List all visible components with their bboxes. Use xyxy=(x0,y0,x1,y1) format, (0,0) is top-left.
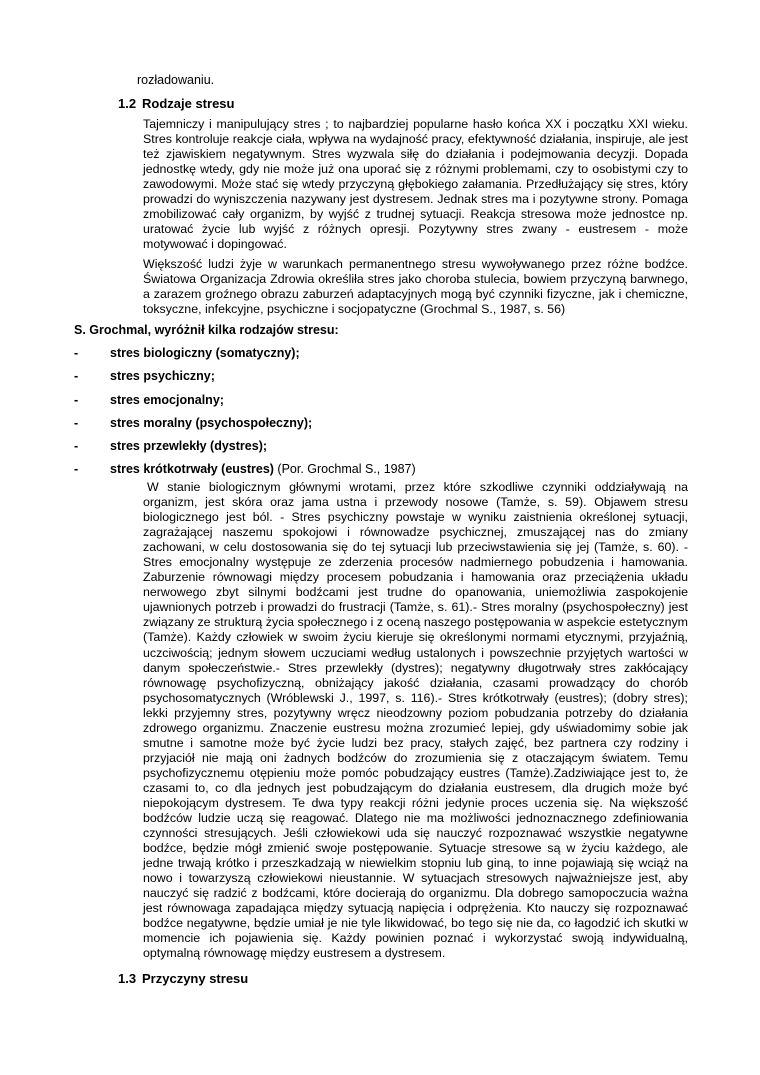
list-dash: - xyxy=(74,439,79,454)
list-dash: - xyxy=(74,392,79,407)
list-item-label: stres przewlekły (dystres); xyxy=(110,439,268,454)
section-heading-1-2 xyxy=(118,96,234,112)
list-dash: - xyxy=(74,346,79,360)
list-dash: - xyxy=(74,415,79,430)
list-item-citation: (Por. Grochmal S., 1987) xyxy=(273,462,416,477)
paragraph-stress-descriptions: W stanie biologicznym głównymi wrotami, przez które szkodliwe czynniki oddziaływają na organizm, jest skóra oraz jama ustna i przewody nosowe (Tamże, s. 59). Objawem stresu biologicznego jest ból. - Stres psychiczny powstaje w wyniku zaistnienia określonej sytuacji, zagrażającej naszemu spokojowi i równowadze psychicznej, zmuszającej nas do zmiany zachowani, w celu dostosowania się do tej sytuacji lub przeciwstawienia się jej (Tamże, s. 60). - Stres emocjonalny występuje ze zderzenia procesów nadmiernego pobudzenia i hamowania. Zaburzenie równowagi między procesem pobudzania i hamowania oraz przeciążenia układu nerwowego zbyt silnymi bodźcami jest trudne do opanowania, uniemożliwia zaspokojenie ujawnionych potrzeb i prowadzi do frustracji (Tamże, s. 61).- Stres moralny (psychospołeczny) jest związany ze strukturą życia społecznego i z oceną naszego postępowania w aspekcie estetycznym (Tamże). Każdy człowiek w swoim życiu kieruje się określonymi normami etycznymi, przyjaźnią, uczciwością; jednym słowem uczuciami według ustalonych i powszechnie przyjętych wartości w danym społeczeństwie.- Stres przewlekły (dystres); negatywny długotrwały stres zakłócający równowagę psychofizyczną, obniżający jakość działania, czasami prowadzący do chorób psychosomatycznych (Wróblewski J., 1997, s. 116).- Stres krótkotrwały (eustres); (dobry stres); lekki przyjemny stres, pozytywny wręcz nieodzowny poziom pobudzania potrzeby do działania zdrowego organizmu. Znaczenie eustresu można zrozumieć lepiej, gdy uświadomimy sobie jak smutne i samotne może być życie ludzi bez pracy, stałych zajęć, bez partnera czy rodziny i przyjaciół nie mają oni żadnych bodźców do zrozumienia się z otaczającym światem. Temu psychofizycznemu otępieniu może pomóc pobudzający eustres (Tamże).Zadziwiające jest to, że czasami to, co dla jednych jest pobudzającym do działania eustresem, dla drugich może być niepokojącym dystresem. Te dwa typy reakcji różni jedynie proces uczenia się. Na większość bodźców ludzie uczą się reagować. Dlatego nie ma możliwości jednoznacznego zdefiniowania czynności stresujących. Jeśli człowiekowi uda się nauczyć rozpoznawać wszystkie negatywne bodźce, będzie mógł zmienić swoje postępowanie. Sytuacje stresowe są w życiu każdego, ale jedne trwają krótko i przeszkadzają w niewielkim stopniu lub giną, to inne pojawiają się wciąż na nowo i towarzyszą człowiekowi nieustannie. W sytuacjach stresowych najważniejsze jest, aby nauczyć się radzić z bodźcami, które docierają do organizmu. Dla dobrego samopoczucia ważna jest równowaga zapadająca między sytuacją napięcia i odprężenia. Kto nauczy się rozpoznawać bodźce negatywne, będzie umiał je nie tyle likwidować, bo tego się nie da, co łagodzić ich skutki w momencie ich pojawienia się. Każdy powinien poznać i wykorzystać swoją indywidualną, optymalną równowagę między eustresem a dystresem. xyxy=(143,480,688,961)
list-item-label: stres biologiczny (somatyczny); xyxy=(110,346,300,360)
list-item-label: stres moralny (psychospołeczny); xyxy=(110,415,313,430)
section-number: 1.3 xyxy=(118,971,137,986)
list-item-label: stres emocjonalny; xyxy=(110,392,224,407)
section-heading-1-3 xyxy=(118,971,248,987)
paragraph-intro: Tajemniczy i manipulujący stres ; to najbardziej popularne hasło końca XX i początku XXI wieku. Stres kontroluje reakcje ciała, wpływa na wydajność pracy, efektywność działania, inspiruje, ale jest też zjawiskiem negatywnym. Stres wyzwala siłę do działania i podejmowania decyzji. Dopada jednostkę wtedy, gdy nie może już ona uporać się z różnymi problemami, czy to osobistymi czy to zawodowymi. Może stać się wtedy przyczyną głębokiego załamania. Przedłużający się stres, który prowadzi do wyniszczenia nazywany jest dystresem. Jednak stres ma i pozytywne strony. Pomaga zmobilizować cały organizm, by wyjść z trudnej sytuacji. Reakcja stresowa może jednostce np. uratować życie lub wyjść z różnych opresji. Pozytywny stres zwany - eustresem - może motywować i dopingować. xyxy=(143,117,688,252)
section-title: Rodzaje stresu xyxy=(142,96,235,111)
list-intro: S. Grochmal, wyróżnił kilka rodzajów stresu: xyxy=(74,323,339,337)
paragraph-who: Większość ludzi żyje w warunkach permanentnego stresu wywoływanego przez różne bodźce. Światowa Organizacja Zdrowia określiła stres jako choroba stulecia, bowiem przyczyną barwnego, a zarazem groźnego obrazu zaburzeń adaptacyjnych mogą być czynniki fizyczne, jak i chemiczne, toksyczne, infekcyjne, psychiczne i socjopatyczne (Grochmal S., 1987, s. 56) xyxy=(143,257,688,317)
carry-over-text: rozładowaniu. xyxy=(137,73,215,87)
list-item-label: stres krótkotrwały (eustres) xyxy=(110,462,274,477)
list-item-label: stres psychiczny; xyxy=(110,369,215,384)
list-dash: - xyxy=(74,462,79,477)
section-title: Przyczyny stresu xyxy=(142,971,249,986)
list-dash: - xyxy=(74,369,79,384)
section-number: 1.2 xyxy=(118,96,137,111)
